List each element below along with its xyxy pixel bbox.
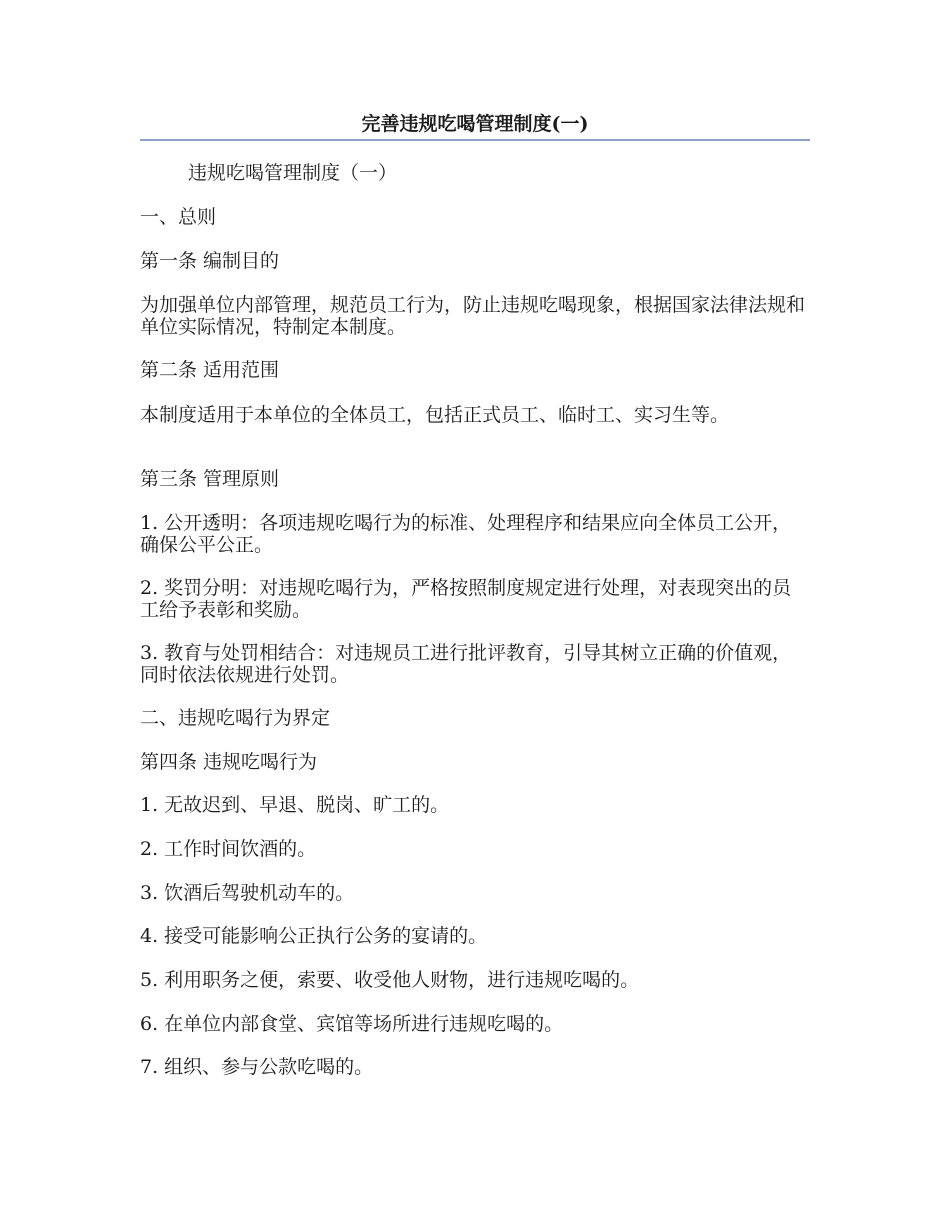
document-title: 完善违规吃喝管理制度(一) xyxy=(361,113,589,135)
article-body-2: 本制度适用于本单位的全体员工，包括正式员工、临时工、实习生等。 xyxy=(140,404,730,426)
violation-item-4: 4. 接受可能影响公正执行公务的宴请的。 xyxy=(140,925,488,947)
section-heading-general: 一、总则 xyxy=(140,206,217,228)
article-heading-4: 第四条 违规吃喝行为 xyxy=(140,751,318,773)
principle-item-1: 1. 公开透明：各项违规吃喝行为的标准、处理程序和结果应向全体员工公开，确保公平公正。 xyxy=(140,512,792,556)
violation-item-3: 3. 饮酒后驾驶机动车的。 xyxy=(140,882,355,904)
principle-item-2: 2. 奖罚分明：对违规吃喝行为，严格按照制度规定进行处理，对表现突出的员工给予表彰和奖励。 xyxy=(140,577,792,621)
violation-item-7: 7. 组织、参与公款吃喝的。 xyxy=(140,1056,374,1078)
violation-item-1: 1. 无故迟到、早退、脱岗、旷工的。 xyxy=(140,794,450,816)
violation-item-6: 6. 在单位内部食堂、宾馆等场所进行违规吃喝的。 xyxy=(140,1013,564,1035)
violation-item-5: 5. 利用职务之便，索要、收受他人财物，进行违规吃喝的。 xyxy=(140,969,640,991)
section-heading-violations: 二、违规吃喝行为界定 xyxy=(140,707,331,729)
article-heading-3: 第三条 管理原则 xyxy=(140,468,280,490)
article-body-1: 为加强单位内部管理，规范员工行为，防止违规吃喝现象，根据国家法律法规和单位实际情况，特制定本制度。 xyxy=(140,294,806,338)
subtitle-paragraph: 违规吃喝管理制度（一） xyxy=(188,162,398,184)
article-heading-2: 第二条 适用范围 xyxy=(140,359,280,381)
title-underline xyxy=(140,139,810,141)
article-heading-1: 第一条 编制目的 xyxy=(140,250,280,272)
violation-item-2: 2. 工作时间饮酒的。 xyxy=(140,838,317,860)
principle-item-3: 3. 教育与处罚相结合：对违规员工进行批评教育，引导其树立正确的价值观，同时依法依规进行处罚。 xyxy=(140,642,792,686)
